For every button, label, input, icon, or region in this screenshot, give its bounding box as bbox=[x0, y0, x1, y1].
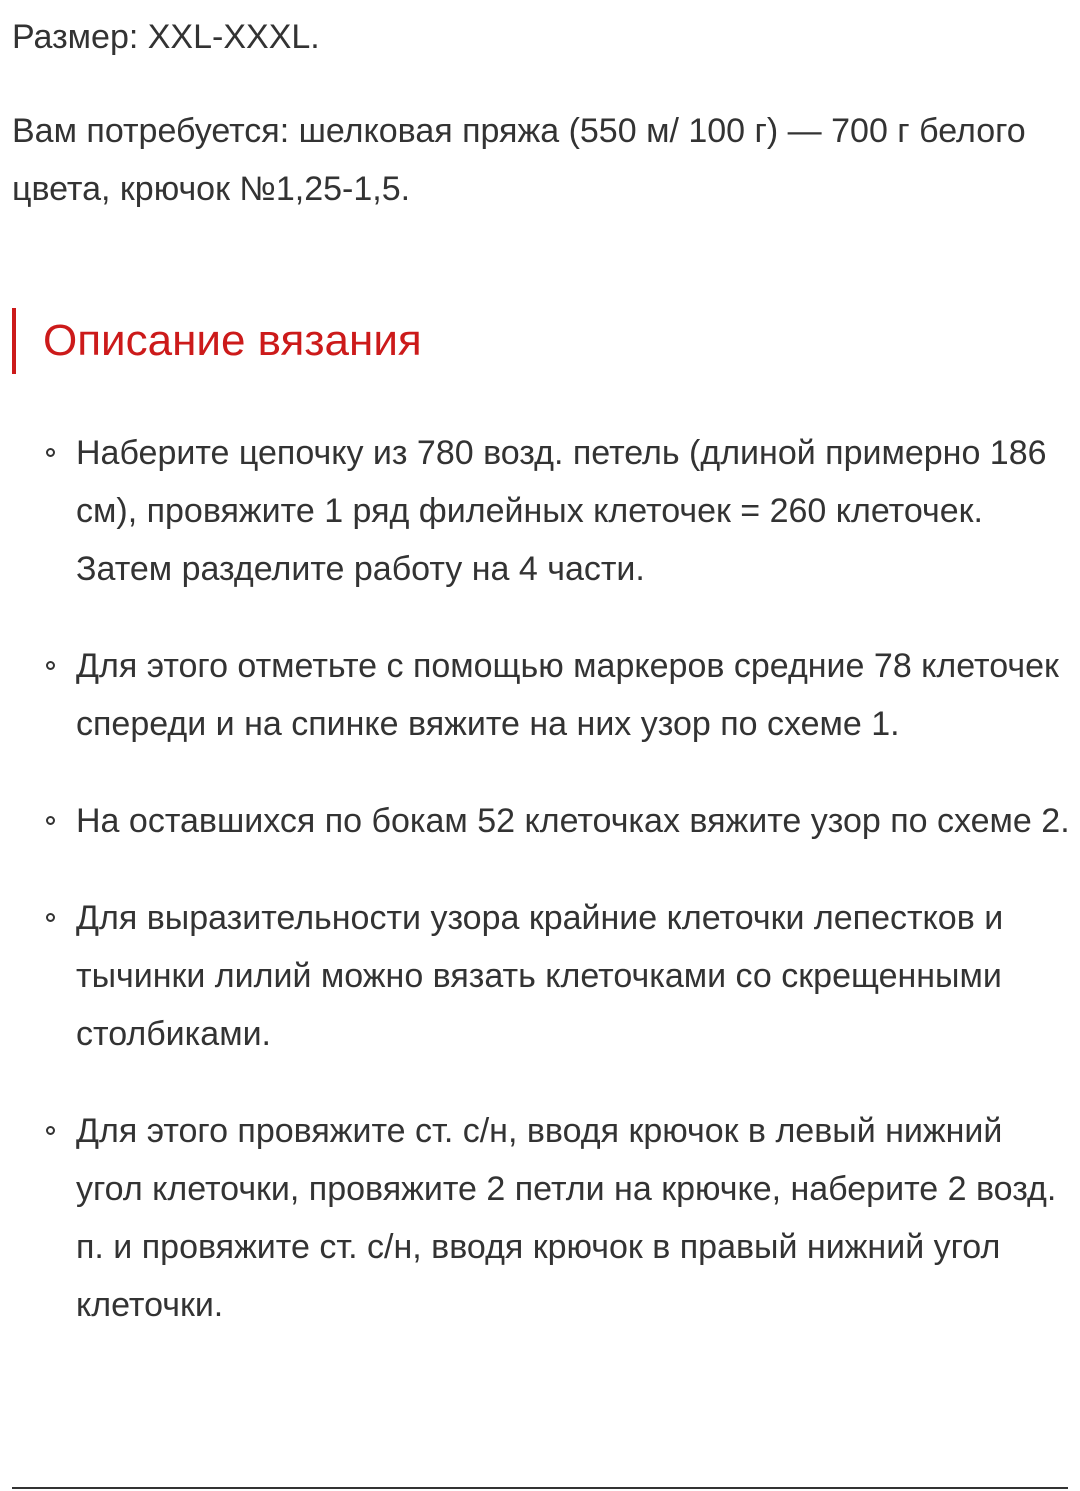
bullet-circle-icon bbox=[46, 913, 55, 922]
list-item-text: Для этого отметьте с помощью маркеров средние 78 клеточек спереди и на спинке вяжите на них узор по схеме 1. bbox=[76, 647, 1059, 743]
list-item bbox=[12, 424, 1072, 598]
bullet-circle-icon bbox=[46, 816, 55, 825]
size-text: Размер: XXL-XXXL. bbox=[12, 18, 320, 56]
steps-list bbox=[12, 424, 1072, 1373]
bullet-circle-icon bbox=[46, 448, 55, 457]
list-item-text: Для выразительности узора крайние клеточки лепестков и тычинки лилий можно вязать клеточками со скрещенными столбиками. bbox=[76, 899, 1004, 1053]
list-item bbox=[12, 637, 1072, 753]
list-item-text: На оставшихся по бокам 52 клеточках вяжите узор по схеме 2. bbox=[76, 802, 1070, 840]
list-item bbox=[12, 889, 1072, 1063]
list-item-text: Для этого провяжите ст. с/н, вводя крючок в левый нижний угол клеточки, провяжите 2 петли на крючке, наберите 2 возд. п. и провяжите ст. с/н, вводя крючок в правый нижний угол клеточки. bbox=[76, 1112, 1057, 1324]
list-item bbox=[12, 792, 1072, 850]
materials-text: Вам потребуется: шелковая пряжа (550 м/ 100 г) — 700 г белого цвета, крючок №1,25-1,5. bbox=[12, 112, 1026, 208]
bullet-circle-icon bbox=[46, 1126, 55, 1135]
bullet-circle-icon bbox=[46, 661, 55, 670]
list-item-text: Наберите цепочку из 780 возд. петель (длиной примерно 186 см), провяжите 1 ряд филейных клеточек = 260 клеточек. Затем разделите работу на 4 части. bbox=[76, 434, 1047, 588]
bottom-divider bbox=[12, 1487, 1068, 1489]
section-heading: Описание вязания bbox=[12, 308, 422, 374]
list-item bbox=[12, 1102, 1072, 1334]
